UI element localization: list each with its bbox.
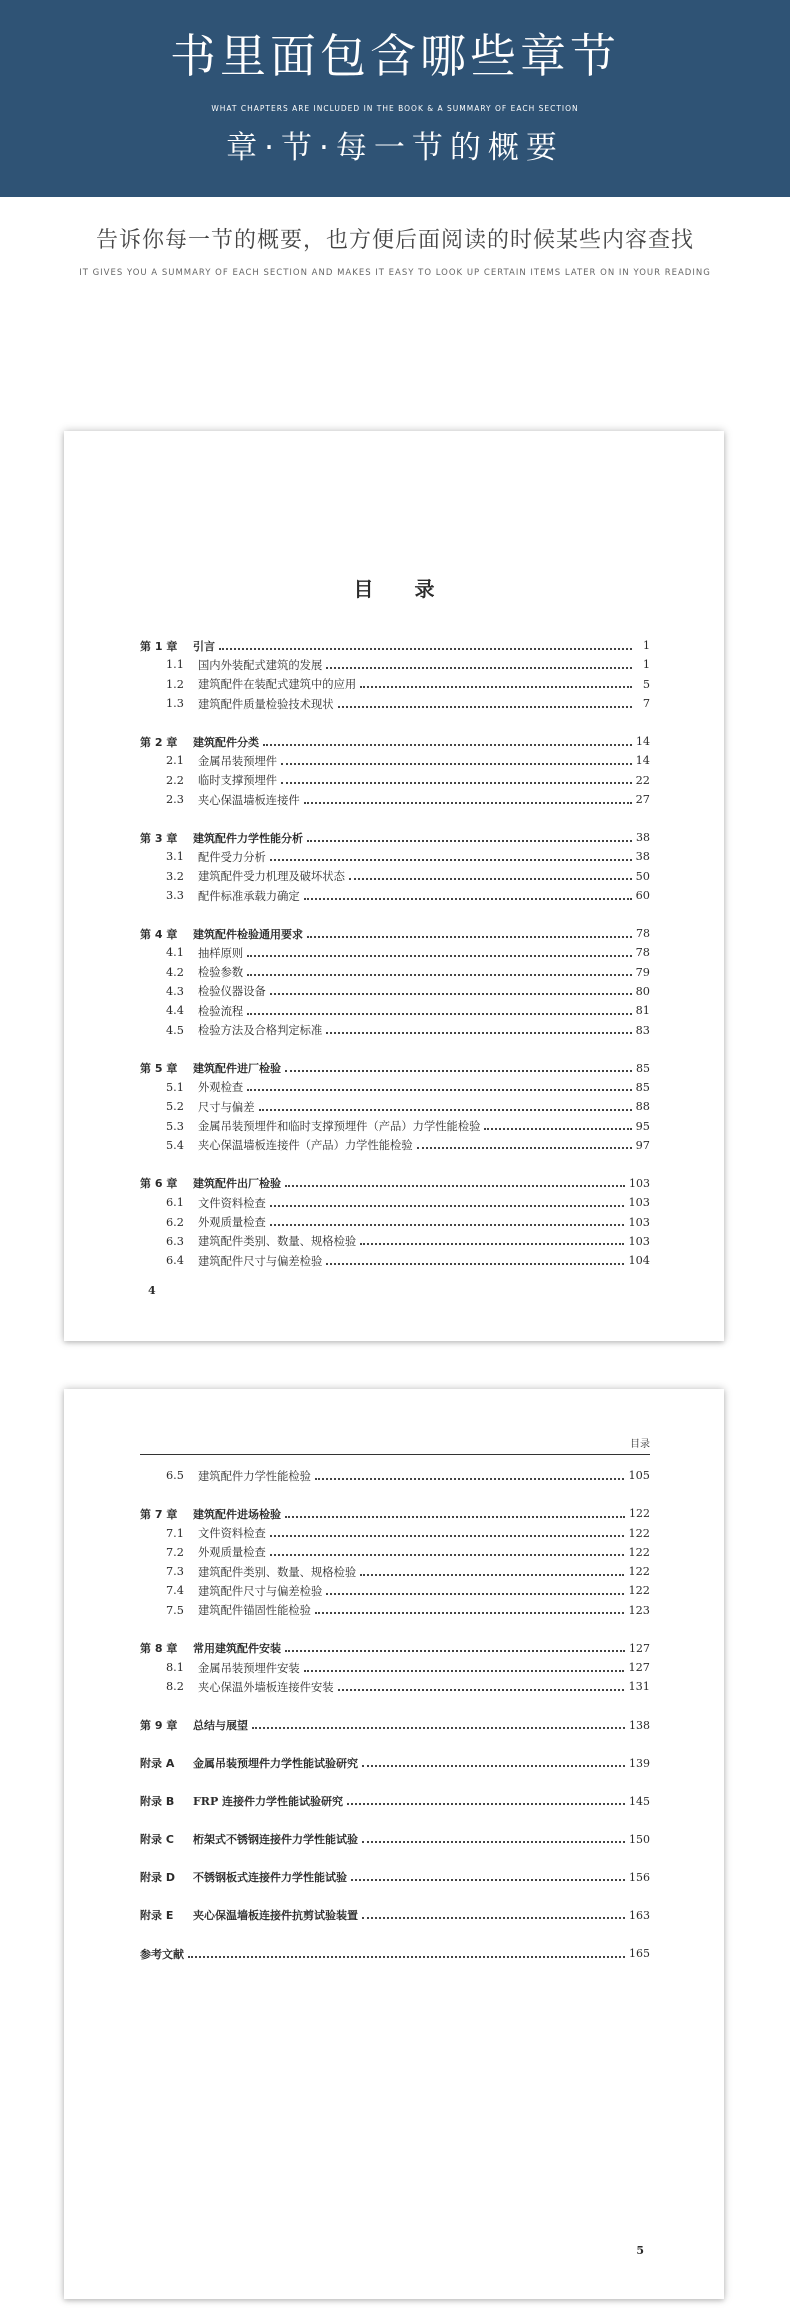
toc-entry-page: 60 — [635, 889, 650, 902]
toc-entry-title: 夹心保温墙板连接件（产品）力学性能检验 — [198, 1139, 413, 1153]
dot-leader — [188, 1956, 625, 1958]
toc-entry-page: 105 — [628, 1469, 650, 1483]
toc-entry-number: 5.2 — [166, 1100, 184, 1114]
toc-entry-page: 103 — [628, 1196, 650, 1210]
toc-gap — [140, 1735, 650, 1754]
toc-entry-title: 建筑配件出厂检验 — [193, 1177, 281, 1191]
toc-entry-number: 4.5 — [166, 1023, 184, 1037]
toc-entry-title: 金属吊装预埋件安装 — [198, 1661, 300, 1675]
toc-section-row[interactable] — [140, 1116, 650, 1135]
toc-entry-page: 104 — [628, 1254, 650, 1268]
toc-entry-number: 第 1 章 — [140, 639, 178, 653]
toc-section-row[interactable] — [140, 1212, 650, 1231]
toc-entry-number: 7.5 — [166, 1603, 184, 1617]
dot-leader — [315, 1478, 624, 1480]
toc-entry-title: 参考文献 — [140, 1947, 184, 1961]
dot-leader — [270, 1205, 625, 1207]
toc-section-row[interactable] — [140, 1543, 650, 1562]
dot-leader — [307, 840, 632, 842]
toc-chapter-row[interactable] — [140, 1639, 650, 1658]
dot-leader — [326, 667, 632, 669]
toc-chapter-row[interactable] — [140, 1753, 650, 1772]
toc-section-row[interactable] — [140, 655, 650, 674]
toc-entry-page: 78 — [636, 927, 650, 941]
dot-leader — [285, 1650, 625, 1652]
toc-entry-title: 常用建筑配件安装 — [193, 1642, 281, 1656]
dot-leader — [338, 706, 632, 708]
toc-entry-title: 建筑配件质量检验技术现状 — [198, 697, 334, 711]
dot-leader — [315, 1612, 624, 1614]
toc-entry-number: 7.3 — [166, 1565, 184, 1579]
toc-entry-page: 7 — [642, 697, 650, 711]
toc-entry-title: 建筑配件力学性能检验 — [198, 1469, 311, 1483]
toc-section-row[interactable] — [140, 1658, 650, 1677]
toc-section-row[interactable] — [140, 867, 650, 886]
toc-section-row[interactable] — [140, 1251, 650, 1270]
dot-leader — [252, 1727, 625, 1729]
toc-entry-number: 第 3 章 — [140, 831, 178, 845]
toc-section-row[interactable] — [140, 943, 650, 962]
toc-entry-number: 4.3 — [166, 984, 184, 998]
dot-leader — [326, 1593, 624, 1595]
toc-entry-number: 4.4 — [166, 1004, 184, 1018]
toc-entry-number: 6.2 — [166, 1215, 184, 1229]
toc-entry-number: 第 5 章 — [140, 1062, 178, 1076]
tagline-english: IT GIVES YOU A SUMMARY OF EACH SECTION AND MAKES IT EASY TO LOOK UP CERTAIN ITEMS LATER ON IN YOUR READING — [79, 268, 711, 278]
toc-entry-title: 夹心保温墙板连接件抗剪试验装置 — [193, 1909, 358, 1923]
toc-section-row[interactable] — [140, 1581, 650, 1600]
toc-entry-number: 7.2 — [166, 1545, 184, 1559]
toc-entry-number: 5.3 — [166, 1119, 184, 1133]
dot-leader — [304, 1670, 625, 1672]
toc-list-page-2 — [140, 1466, 650, 1963]
toc-entry-page: 127 — [629, 1641, 650, 1655]
toc-entry-page: 150 — [629, 1832, 650, 1846]
toc-entry-number: 2.1 — [166, 754, 184, 768]
toc-entry-page: 80 — [635, 984, 650, 998]
toc-chapter-row[interactable] — [140, 1504, 650, 1523]
toc-chapter-row[interactable] — [140, 1906, 650, 1925]
dot-leader — [304, 802, 632, 804]
toc-entry-title: 建筑配件锚固性能检验 — [198, 1604, 311, 1618]
toc-chapter-row[interactable] — [140, 1715, 650, 1734]
dot-leader — [347, 1803, 625, 1805]
toc-entry-number: 8.2 — [166, 1680, 184, 1694]
dot-leader — [360, 1243, 624, 1245]
toc-chapter-row[interactable] — [140, 636, 650, 655]
dot-leader — [362, 1917, 625, 1919]
toc-entry-title: 国内外装配式建筑的发展 — [198, 658, 323, 672]
toc-entry-page: 85 — [636, 1061, 650, 1075]
page-number: 5 — [636, 2244, 644, 2257]
toc-page-2 — [64, 1389, 724, 2299]
toc-section-row[interactable] — [140, 790, 650, 809]
toc-entry-page: 122 — [628, 1545, 650, 1559]
toc-section-row[interactable] — [140, 1523, 650, 1542]
toc-entry-title: 外观质量检查 — [198, 1216, 266, 1230]
toc-section-row[interactable] — [140, 982, 650, 1001]
toc-gap — [140, 713, 650, 732]
toc-entry-number: 第 8 章 — [140, 1642, 178, 1656]
toc-gap — [140, 1887, 650, 1906]
toc-title: 目 录 — [353, 577, 435, 601]
toc-entry-title: 建筑配件进厂检验 — [193, 1062, 281, 1076]
dot-leader — [270, 859, 632, 861]
toc-entry-title: 总结与展望 — [193, 1719, 248, 1732]
toc-entry-page: 38 — [636, 831, 650, 845]
dot-leader — [362, 1765, 625, 1767]
banner-title: 书里面包含哪些章节 — [170, 29, 620, 83]
toc-entry-number: 2.2 — [166, 773, 184, 787]
toc-entry-title: 建筑配件分类 — [193, 735, 259, 749]
toc-entry-number: 8.1 — [166, 1661, 184, 1675]
toc-entry-number: 7.1 — [166, 1526, 184, 1540]
toc-section-row[interactable] — [140, 1078, 650, 1097]
toc-section-row[interactable] — [140, 1466, 650, 1485]
toc-entry-title: 桁架式不锈钢连接件力学性能试验 — [193, 1833, 358, 1847]
toc-entry-page: 103 — [628, 1234, 650, 1248]
dot-leader — [349, 878, 632, 880]
toc-entry-title: 检验方法及合格判定标准 — [198, 1024, 323, 1038]
toc-entry-number: 第 7 章 — [140, 1507, 178, 1521]
tagline: 告诉你每一节的概要，也方便后面阅读的时候某些内容查找 — [95, 228, 694, 253]
toc-entry-number: 3.3 — [166, 889, 184, 902]
toc-section-row[interactable] — [140, 1001, 650, 1020]
toc-entry-page: 103 — [628, 1215, 650, 1229]
toc-entry-page: 50 — [635, 869, 650, 883]
header-banner — [0, 0, 790, 197]
toc-entry-page: 95 — [635, 1119, 650, 1133]
toc-entry-title: 建筑配件受力机理及破坏状态 — [198, 870, 345, 884]
toc-gap — [140, 905, 650, 924]
toc-entry-title: 夹心保温外墙板连接件安装 — [198, 1680, 334, 1694]
toc-entry-number: 7.4 — [166, 1584, 184, 1598]
toc-entry-number: 4.2 — [166, 965, 184, 979]
dot-leader — [247, 955, 631, 957]
toc-entry-title: 引言 — [193, 639, 215, 653]
toc-entry-title: 配件标准承载力确定 — [198, 889, 300, 903]
toc-entry-page: 14 — [636, 735, 650, 749]
toc-entry-number: 6.3 — [166, 1234, 184, 1248]
toc-entry-page: 156 — [629, 1870, 650, 1884]
toc-gap — [140, 1925, 650, 1944]
toc-entry-title: 建筑配件进场检验 — [193, 1507, 281, 1521]
dot-leader — [219, 648, 632, 650]
dot-leader — [263, 744, 632, 746]
toc-entry-title: 建筑配件在装配式建筑中的应用 — [198, 678, 357, 692]
toc-entry-page: 85 — [635, 1080, 650, 1094]
dot-leader — [285, 1185, 625, 1187]
dot-leader — [351, 1879, 625, 1881]
toc-entry-number: 第 6 章 — [140, 1177, 178, 1191]
toc-chapter-row[interactable] — [140, 1059, 650, 1078]
dot-leader — [307, 936, 632, 938]
dot-leader — [326, 1263, 624, 1265]
toc-gap — [140, 1849, 650, 1868]
toc-entry-title: 文件资料检查 — [198, 1196, 266, 1210]
page-number: 4 — [148, 1284, 156, 1297]
toc-entry-title: 建筑配件类别、数量、规格检验 — [198, 1565, 357, 1579]
toc-gap — [140, 1620, 650, 1639]
toc-entry-number: 5.4 — [166, 1138, 184, 1152]
toc-gap — [140, 1485, 650, 1504]
toc-entry-page: 27 — [635, 793, 650, 807]
toc-gap — [140, 1155, 650, 1174]
toc-entry-title: 检验仪器设备 — [198, 985, 266, 999]
toc-entry-page: 139 — [629, 1756, 650, 1770]
toc-entry-title: 不锈钢板式连接件力学性能试验 — [193, 1871, 347, 1885]
toc-section-row[interactable] — [140, 886, 650, 905]
dot-leader — [247, 974, 631, 976]
toc-entry-page: 5 — [642, 677, 650, 691]
dot-leader — [270, 1535, 625, 1537]
dot-leader — [338, 1689, 625, 1691]
toc-gap — [140, 1773, 650, 1792]
toc-section-row[interactable] — [140, 1097, 650, 1116]
toc-entry-page: 83 — [635, 1023, 650, 1037]
toc-section-row[interactable] — [140, 1193, 650, 1212]
toc-entry-number: 6.5 — [166, 1469, 184, 1483]
dot-leader — [270, 1224, 625, 1226]
toc-entry-page: 123 — [628, 1603, 650, 1617]
toc-entry-number: 第 4 章 — [140, 927, 178, 941]
toc-entry-title: 外观检查 — [198, 1081, 244, 1095]
toc-entry-page: 78 — [635, 946, 650, 960]
dot-leader — [304, 898, 632, 900]
toc-entry-page: 88 — [635, 1100, 650, 1114]
toc-chapter-row[interactable] — [140, 1792, 650, 1811]
toc-entry-title: 抽样原则 — [198, 946, 244, 960]
toc-gap — [140, 1697, 650, 1716]
toc-entry-page: 122 — [628, 1526, 650, 1540]
toc-entry-page: 165 — [629, 1947, 650, 1961]
dot-leader — [285, 1516, 625, 1518]
toc-section-row[interactable] — [140, 1136, 650, 1155]
toc-entry-number: 1.1 — [166, 658, 184, 672]
toc-entry-number: 第 9 章 — [140, 1719, 178, 1732]
toc-entry-number: 2.3 — [166, 793, 184, 807]
toc-entry-page: 81 — [635, 1004, 650, 1018]
toc-section-row[interactable] — [140, 1677, 650, 1696]
toc-entry-title: 建筑配件检验通用要求 — [193, 927, 303, 941]
dot-leader — [281, 763, 632, 765]
toc-entry-number: 附录 C — [140, 1833, 174, 1847]
dot-leader — [270, 993, 632, 995]
toc-section-row[interactable] — [140, 1601, 650, 1620]
toc-gap — [140, 1811, 650, 1830]
toc-section-row[interactable] — [140, 963, 650, 982]
toc-entry-number: 3.2 — [166, 869, 184, 883]
toc-entry-number: 附录 B — [140, 1795, 175, 1809]
dot-leader — [360, 686, 632, 688]
banner-subtitle: 章·节·每一节的概要 — [226, 130, 564, 166]
dot-leader — [362, 1841, 625, 1843]
toc-entry-title: 建筑配件尺寸与偏差检验 — [198, 1584, 323, 1598]
toc-entry-title: 金属吊装预埋件和临时支撑预埋件（产品）力学性能检验 — [198, 1120, 481, 1134]
toc-entry-page: 1 — [642, 658, 650, 672]
toc-entry-page: 14 — [635, 754, 650, 768]
toc-gap — [140, 809, 650, 828]
toc-entry-page: 97 — [635, 1138, 650, 1152]
toc-section-row[interactable] — [140, 771, 650, 790]
toc-gap — [140, 1040, 650, 1059]
toc-entry-number: 5.1 — [166, 1080, 184, 1094]
dot-leader — [484, 1128, 631, 1130]
toc-entry-number: 第 2 章 — [140, 735, 178, 749]
toc-section-row[interactable] — [140, 1562, 650, 1581]
toc-entry-page: 38 — [635, 850, 650, 864]
toc-entry-title: 配件受力分析 — [198, 850, 266, 864]
running-head: 目录 — [140, 1435, 650, 1455]
toc-entry-page: 122 — [628, 1565, 650, 1579]
toc-entry-number: 4.1 — [166, 946, 184, 960]
toc-chapter-row[interactable] — [140, 1830, 650, 1849]
toc-entry-title: FRP 连接件力学性能试验研究 — [193, 1795, 344, 1809]
toc-entry-title: 建筑配件力学性能分析 — [193, 831, 303, 845]
toc-entry-page: 79 — [635, 965, 650, 979]
banner-english-caption: WHAT CHAPTERS ARE INCLUDED IN THE BOOK & A SUMMARY OF EACH SECTION — [211, 104, 579, 113]
toc-entry-number: 附录 A — [140, 1757, 175, 1771]
toc-entry-number: 附录 D — [140, 1871, 175, 1885]
toc-entry-page: 122 — [629, 1507, 650, 1521]
toc-entry-page: 103 — [629, 1176, 650, 1190]
dot-leader — [417, 1147, 632, 1149]
toc-chapter-row[interactable] — [140, 1944, 650, 1963]
toc-list-page-1 — [140, 636, 650, 1270]
toc-entry-number: 1.2 — [166, 677, 184, 691]
toc-chapter-row[interactable] — [140, 828, 650, 847]
toc-chapter-row[interactable] — [140, 1174, 650, 1193]
toc-entry-number: 1.3 — [166, 697, 184, 711]
toc-entry-page: 127 — [628, 1661, 650, 1675]
dot-leader — [247, 1089, 631, 1091]
toc-chapter-row[interactable] — [140, 732, 650, 751]
toc-entry-title: 建筑配件尺寸与偏差检验 — [198, 1254, 323, 1268]
toc-section-row[interactable] — [140, 751, 650, 770]
toc-entry-title: 外观质量检查 — [198, 1546, 266, 1560]
toc-section-row[interactable] — [140, 1020, 650, 1039]
toc-entry-title: 金属吊装预埋件力学性能试验研究 — [193, 1757, 358, 1771]
dot-leader — [285, 1070, 632, 1072]
toc-entry-page: 22 — [635, 773, 650, 787]
toc-entry-title: 临时支撑预埋件 — [198, 774, 278, 788]
toc-section-row[interactable] — [140, 694, 650, 713]
toc-entry-page: 122 — [628, 1584, 650, 1598]
dot-leader — [259, 1109, 632, 1111]
dot-leader — [326, 1032, 631, 1034]
toc-entry-page: 145 — [629, 1794, 650, 1808]
dot-leader — [360, 1574, 624, 1576]
toc-entry-title: 尺寸与偏差 — [198, 1100, 255, 1114]
toc-entry-title: 夹心保温墙板连接件 — [198, 793, 300, 807]
toc-entry-page: 1 — [643, 639, 650, 653]
toc-entry-number: 6.1 — [166, 1196, 184, 1210]
toc-entry-page: 163 — [629, 1908, 650, 1922]
toc-page-1 — [64, 431, 724, 1341]
toc-chapter-row[interactable] — [140, 924, 650, 943]
toc-entry-title: 文件资料检查 — [198, 1527, 266, 1541]
toc-entry-title: 检验流程 — [198, 1004, 244, 1018]
toc-entry-number: 6.4 — [166, 1254, 184, 1268]
toc-entry-page: 138 — [629, 1718, 650, 1732]
toc-section-row[interactable] — [140, 847, 650, 866]
dot-leader — [247, 1013, 631, 1015]
toc-entry-page: 131 — [628, 1680, 650, 1694]
dot-leader — [270, 1554, 625, 1556]
dot-leader — [281, 782, 632, 784]
toc-entry-number: 附录 E — [140, 1909, 174, 1923]
toc-section-row[interactable] — [140, 675, 650, 694]
toc-chapter-row[interactable] — [140, 1868, 650, 1887]
toc-entry-title: 金属吊装预埋件 — [198, 754, 278, 768]
toc-entry-title: 建筑配件类别、数量、规格检验 — [198, 1235, 357, 1249]
toc-entry-title: 检验参数 — [198, 966, 244, 980]
toc-section-row[interactable] — [140, 1232, 650, 1251]
toc-entry-number: 3.1 — [166, 850, 184, 864]
